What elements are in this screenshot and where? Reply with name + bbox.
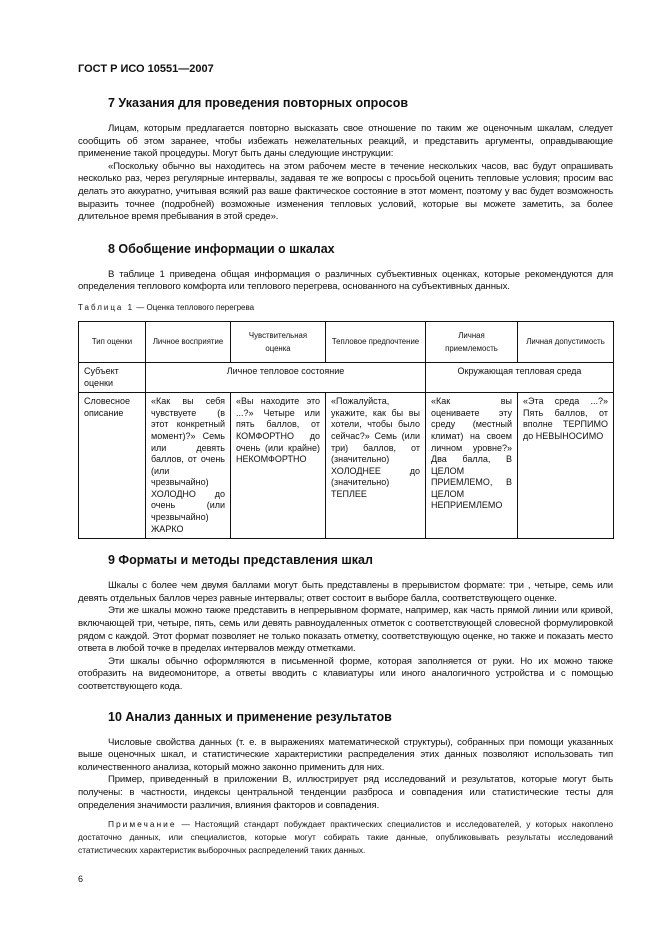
section-8-title: 8 Обобщение информации о шкалах <box>108 241 335 256</box>
paragraph: Эти же шкалы можно также представить в непрерывном формате, например, как часть прямой линии или кривой, включающей три, четыре, пять, семь или девять равноудаленных отметок с соответствующей словесной формулировкой рядом с каждой. Этот формат позволяет не только показать отметку, соответствующую оценке, но также и показать место ответа в любой точке в пределах интервалов между отметками. <box>78 605 613 655</box>
table-cell: «Как вы оцениваете эту среду (местный климат) на своем личном уровне?» Два балла, В ЦЕЛОМ ПРИЕМЛЕМО, В ЦЕЛОМ НЕПРИЕМЛЕМО <box>426 393 518 539</box>
table-cell: «Вы находите это ...?» Четыре или пять баллов, от КОМФОРТНО до очень (или крайне) НЕКОМФОРТНО <box>231 393 326 539</box>
paragraph: Эти шкалы обычно оформляются в письменной форме, которая заполняется от руки. Но их можно также отобразить на видеомониторе, а ответы вводить с клавиатуры или иного аналогичного устройства и с помощью соответствующего кода. <box>78 655 613 692</box>
document-header: ГОСТ Р ИСО 10551—2007 <box>78 63 214 75</box>
section-10 <box>78 710 613 858</box>
paragraph: Шкалы с более чем двумя баллами могут быть представлены в прерывистом формате: три , четыре, семь или девять отдельных баллов через равные интервалы; ответ состоит в выборе балла, соответствующего оценке. <box>78 580 613 604</box>
header-cell: Чувствительная оценка <box>231 321 326 362</box>
note-text: — Настоящий стандарт побуждает практических специалистов и исследователей, у которых накоплено достаточно данных, или специалистов, которые могут собирать такие данные, опубликовывать результаты исследований статистических характеристик выборочных распределений таких данных. <box>78 819 613 856</box>
header-cell: Личное восприятие <box>146 321 231 362</box>
paragraph: Лицам, которым предлагается повторно высказать свое отношение по таким же оценочным шкалам, следует сообщить об этом заранее, чтобы избежать нежелательных реакций, и представить аргументы, оправдывающие применение такой процедуры. Могут быть даны следующие инструкции: <box>78 123 613 160</box>
row-label: Словесное описание <box>79 393 146 539</box>
section-9 <box>78 553 613 693</box>
note-label: Примечание <box>108 819 177 830</box>
table-cell: «Эта среда ...?» Пять баллов, от вполне ТЕРПИМО до НЕВЫНОСИМО <box>518 393 614 539</box>
merged-cell: Личное тепловое состояние <box>146 362 426 392</box>
page-number: 6 <box>78 874 84 885</box>
header-cell: Личная допустимость <box>518 321 614 362</box>
header-cell: Тип оценки <box>79 321 146 362</box>
table-cell: «Как вы себя чувствуете (в этот конкретный момент)?» Семь или девять баллов, от очень (или чрезвычайно) ХОЛОДНО до очень (или чрезвычайно) ЖАРКО <box>146 393 231 539</box>
table-caption <box>78 302 613 313</box>
header-cell: Тепловое предпочтение <box>326 321 426 362</box>
table-thermal-overload <box>78 321 614 539</box>
document-page <box>78 0 613 905</box>
merged-cell: Окружающая тепловая среда <box>426 362 614 392</box>
paragraph: «Поскольку обычно вы находитесь на этом рабочем месте в течение нескольких часов, вас будут опрашивать несколько раз, через регулярные интервалы, задавая те же вопросы с просьбой оценить тепловые условия; просим вас делать это аккуратно, учитывая всякий раз ваше фактическое состояние в этот момент, поэтому у вас будет возможность выразить точнее (подробней) возможные изменения тепловых условий, которые вы можете заметить, за более длительное время пребывания в этой среде». <box>78 160 613 223</box>
section-9-title: 9 Форматы и методы представления шкал <box>108 553 373 568</box>
header-cell: Личная приемлемость <box>426 321 518 362</box>
paragraph: Пример, приведенный в приложении В, иллюстрирует ряд исследований и результатов, которые могут быть получены: в частности, индексы центральной тенденции разброса и совпадения или статистические тесты для определения значимости различия, влияния факторов и совпадения. <box>78 774 613 811</box>
paragraph: Числовые свойства данных (т. е. в выражениях математической структуры), собранных при помощи указанных выше оценочных шкал, и статистические характеристики распределения этих данных позволяют использовать тип количественного анализа, который можно законно применить для них. <box>78 736 613 773</box>
table-row <box>79 393 614 539</box>
caption-label: Таблица 1 <box>78 302 135 312</box>
paragraph: В таблице 1 приведена общая информация о различных субъективных оценках, которые рекомендуются для определения теплового комфорта или теплового перегрева, основанного на субъективных данных. <box>78 268 613 293</box>
section-10-title: 10 Анализ данных и применение результатов <box>108 709 392 724</box>
caption-text: — Оценка теплового перегрева <box>134 302 255 312</box>
table-row <box>79 362 614 392</box>
section-7-title: 7 Указания для проведения повторных опросов <box>108 96 409 110</box>
section-7 <box>78 96 613 224</box>
row-label: Субъект оценки <box>79 362 146 392</box>
table-header-row <box>79 321 614 362</box>
table-cell: «Пожалуйста, укажите, как бы вы хотели, чтобы было сейчас?» Семь (или три) баллов, от (значительно) ХОЛОДНЕЕ до (значительно) ТЕПЛЕЕ <box>326 393 426 539</box>
note <box>78 818 613 857</box>
section-8 <box>78 242 613 294</box>
